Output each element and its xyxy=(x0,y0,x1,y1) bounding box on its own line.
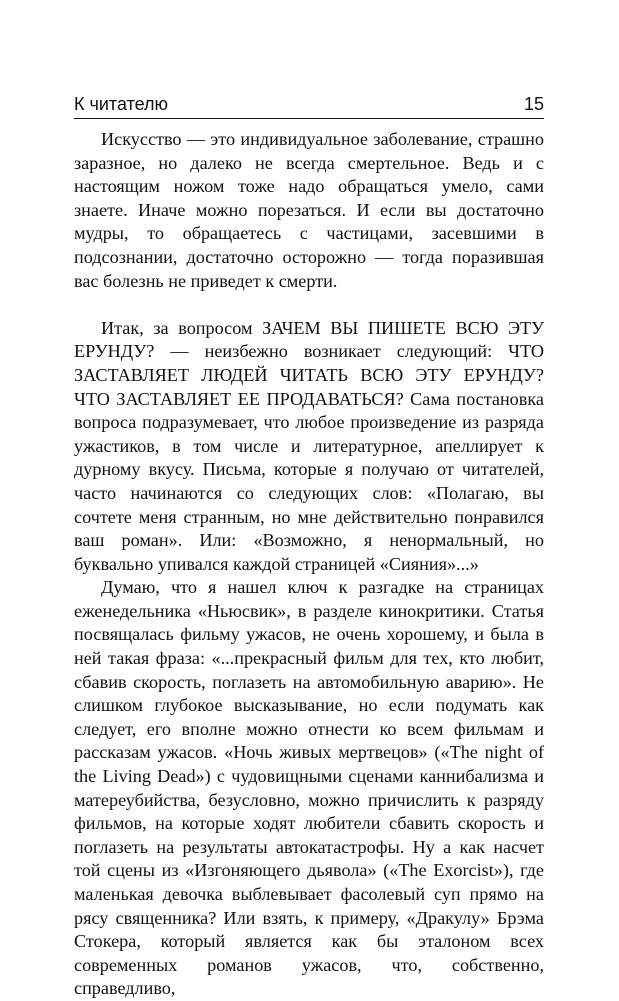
paragraph-1: Искусство — это индивидуальное заболевание, страшно заразное, но далеко не всегда смертельное. Ведь и с настоящим ножом тоже надо обращаться умело, сами знаете. Иначе можно порезаться. И если вы достаточно мудры, то обращаетесь с частицами, засевшими в подсознании, достаточно осторожно — тогда поразившая вас болезнь не приведет к смерти. xyxy=(74,129,544,291)
paragraph-2: Итак, за вопросом ЗАЧЕМ ВЫ ПИШЕТЕ ВСЮ ЭТУ ЕРУНДУ? — неизбежно возникает следующий: ЧТО ЗАСТАВЛЯЕТ ЛЮДЕЙ ЧИТАТЬ ВСЮ ЭТУ ЕРУНДУ? ЧТО ЗАСТАВЛЯЕТ ЕЕ ПРОДАВАТЬСЯ? Сама постановка вопроса подразумевает, что любое произведение из разряда ужастиков, в том числе и литературное, апеллирует к дурному вкусу. Письма, которые я получаю от читателей, часто начинаются со следующих слов: «Полагаю, вы сочтете меня странным, но мне действительно понравился ваш роман». Или: «Возможно, я ненормальный, но буквально упивался каждой страницей «Сияния»...» xyxy=(74,317,544,574)
paragraph-3: Думаю, что я нашел ключ к разгадке на страницах еженедельника «Ньюсвик», в разделе кинокритики. Статья посвящалась фильму ужасов, не очень хорошему, и была в ней такая фраза: «...прекрасный фильм для тех, кто любит, сбавив скорость, поглазеть на автомобильную аварию». Не слишком глубокое высказывание, но если подумать как следует, его вполне можно отнести ко всем фильмам и рассказам ужасов. «Ночь живых мертвецов» («The night of the Living Dead») с чудовищными сценами каннибализма и матереубийства, безусловно, можно причислить к разряду фильмов, на которые ходят любители сбавить скорость и поглазеть на результаты автокатастрофы. Ну а как насчет той сцены из «Изгоняющего дьявола» («The Exorcist»), где маленькая девочка выблевывает фасолевый суп прямо на рясу священника? Или взять, к примеру, «Дракулу» Брэма Стокера, который является как бы эталоном всех современных романов ужасов, что, собственно, справедливо, xyxy=(74,577,544,999)
page-body xyxy=(74,128,544,1001)
chapter-title: К читателю xyxy=(74,94,169,114)
page-number: 15 xyxy=(523,94,544,114)
running-header xyxy=(74,92,544,119)
